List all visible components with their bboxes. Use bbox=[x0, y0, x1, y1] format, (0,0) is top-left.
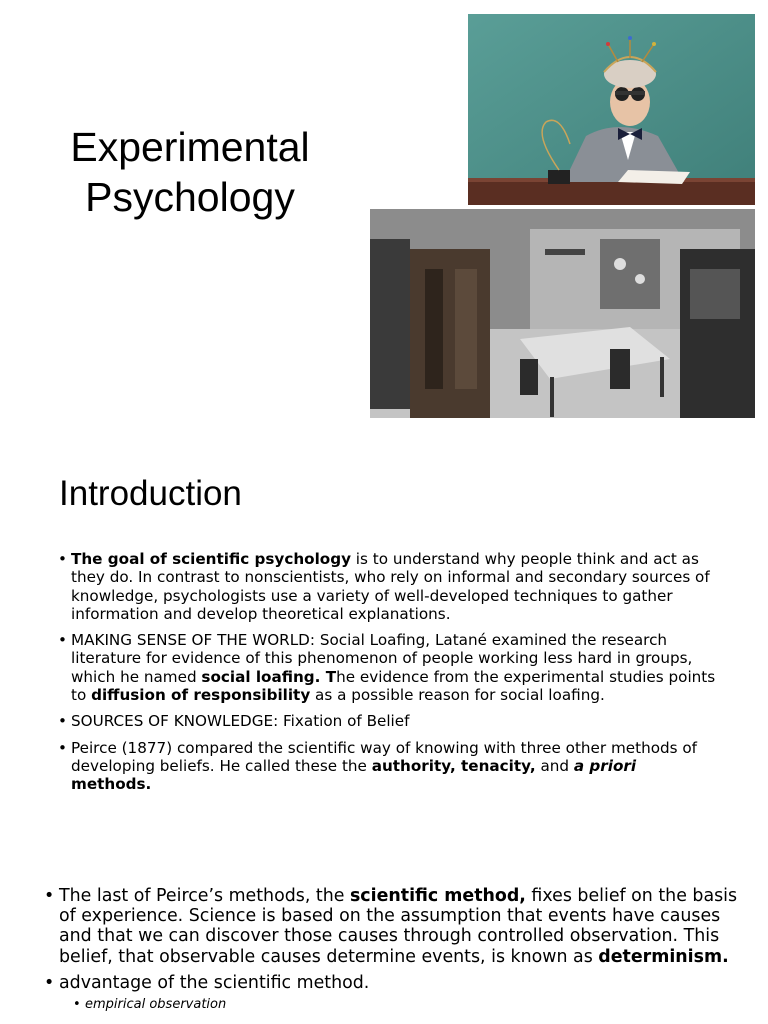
vintage-laboratory-photo bbox=[370, 209, 755, 418]
slide-title: Introduction bbox=[59, 474, 242, 513]
bullet-text: MAKING SENSE OF THE WORLD: Social Loafing, Latané examined the research literature for evidence of this phenomenon of people working less hard in groups, which he named bbox=[71, 631, 693, 686]
boy-with-helmet-photo bbox=[468, 14, 755, 205]
bullet-text: fixes belief on the basis of experience. Science is based on the assumption that events have causes and that we can discover those causes through controlled observation. This belief, that observable causes determine events, is known as bbox=[59, 886, 738, 967]
introduction-slide bbox=[0, 440, 768, 860]
bullet-text: advantage of the scientific method. bbox=[59, 972, 370, 993]
bullet-list bbox=[44, 886, 744, 1019]
bullet-text: SOURCES OF KNOWLEDGE: Fixation of Belief bbox=[71, 712, 410, 731]
slide-title bbox=[40, 122, 340, 222]
sub-bullet-list bbox=[59, 997, 744, 1013]
title-line-2: Psychology bbox=[85, 174, 295, 220]
bullet-item bbox=[44, 886, 744, 967]
bullet-text: as a possible reason for social loafing. bbox=[310, 686, 605, 705]
bullet-item bbox=[58, 712, 718, 730]
bold-text: The goal of scientific psychology bbox=[71, 550, 351, 568]
scientific-method-slide bbox=[0, 860, 768, 1024]
lab-photo-illustration bbox=[370, 209, 755, 418]
title-slide bbox=[0, 0, 768, 440]
bold-text: social loafing. T bbox=[201, 667, 337, 686]
bullet-text: The last of Peirce’s methods, the bbox=[59, 886, 350, 906]
sub-bullet-text: empirical observation bbox=[85, 997, 227, 1013]
bullet-text: he evidence from the experimental studies points to bbox=[71, 667, 716, 705]
bold-text: diffusion of responsibility bbox=[91, 686, 311, 705]
bullet-text: Peirce (1877) compared the scientific way of knowing with three other methods of developing beliefs. He called these the bbox=[71, 738, 698, 775]
bold-text: authority, tenacity, bbox=[371, 756, 536, 775]
bold-text: determinism. bbox=[598, 946, 729, 967]
boy-photo-illustration bbox=[468, 14, 755, 205]
bold-text: methods. bbox=[71, 775, 152, 794]
bullet-item bbox=[58, 631, 718, 704]
bullet-item bbox=[58, 550, 718, 623]
bullet-text: and bbox=[535, 756, 574, 775]
sub-bullet-item bbox=[73, 997, 744, 1013]
bullet-item bbox=[44, 973, 744, 1013]
bold-text: scientific method, bbox=[349, 886, 526, 906]
bullet-list bbox=[58, 550, 718, 802]
bullet-text: is to understand why people think and act as they do. In contrast to nonscientists, who rely on informal and secondary sources of knowledge, psychologists use a variety of well-developed techniques to gather information and develop theoretical explanations. bbox=[71, 550, 710, 623]
title-line-1: Experimental bbox=[70, 124, 310, 170]
bold-italic-text: a priori bbox=[573, 756, 637, 775]
bullet-item bbox=[58, 739, 718, 794]
